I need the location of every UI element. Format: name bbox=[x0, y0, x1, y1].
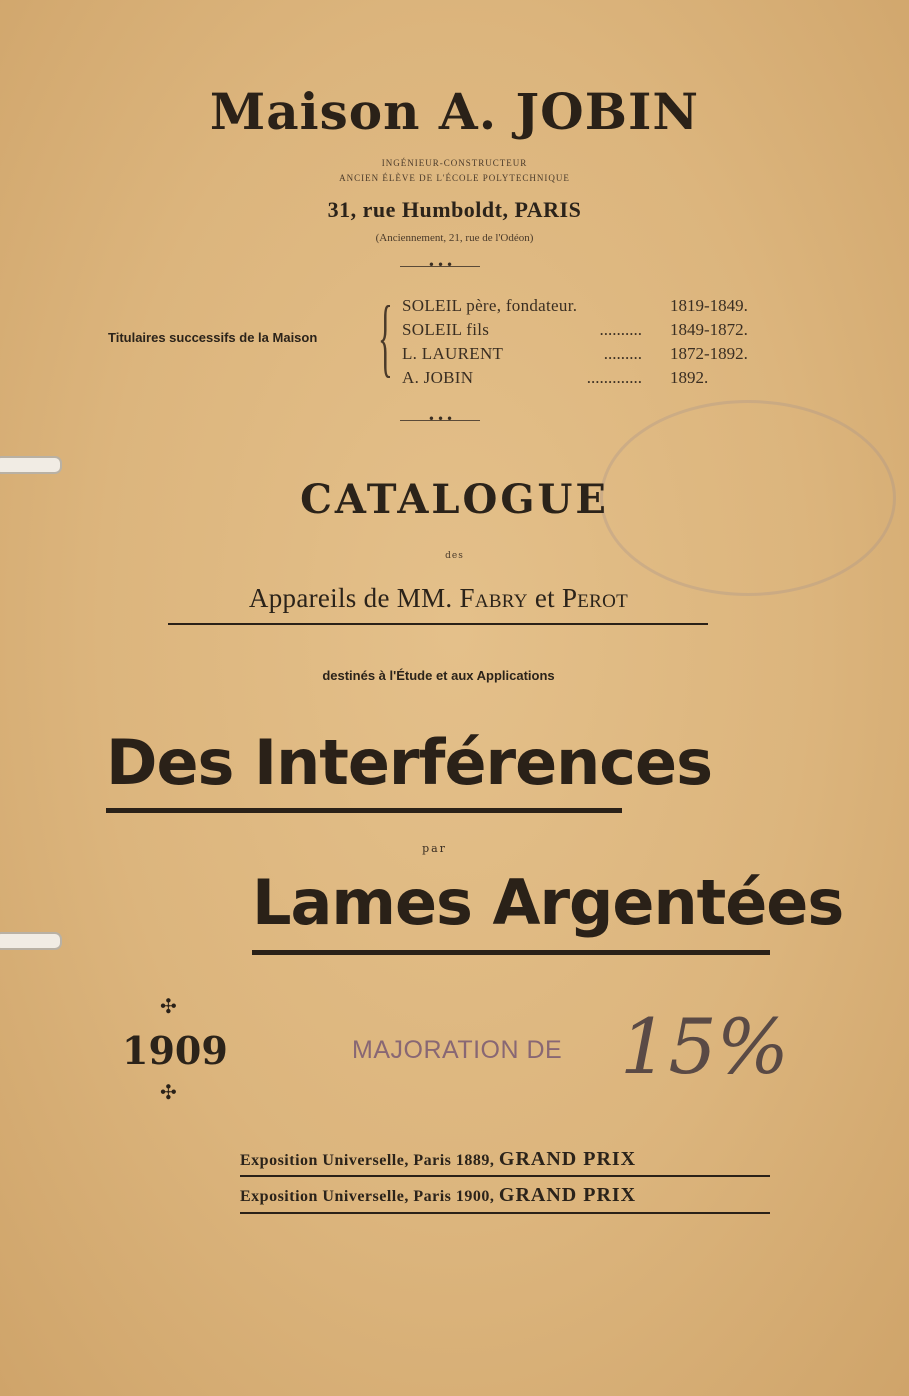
appareils-prefix: Appareils de MM. bbox=[248, 583, 460, 613]
successor-name: SOLEIL fils bbox=[402, 320, 490, 339]
successor-row bbox=[402, 368, 782, 392]
binding-string-top bbox=[0, 456, 62, 474]
appareils-line bbox=[0, 583, 877, 614]
appareils-underline bbox=[168, 623, 708, 625]
successor-row bbox=[402, 320, 782, 344]
successor-years: 1819-1849. bbox=[670, 296, 748, 315]
binding-string-bottom bbox=[0, 932, 62, 950]
separator-dots: ••• bbox=[427, 258, 456, 272]
successor-years: 1872-1892. bbox=[670, 344, 748, 363]
year: 1909 bbox=[122, 1028, 228, 1073]
et-word: et bbox=[527, 583, 562, 613]
exposition-1900-prize: GRAND PRIX bbox=[498, 1184, 637, 1206]
separator-dots: ••• bbox=[427, 412, 456, 426]
destines-line: destinés à l'Étude et aux Applications bbox=[322, 668, 555, 683]
ornament-top: ✣ bbox=[160, 994, 177, 1018]
headline-underline-1 bbox=[106, 808, 622, 813]
successor-years: 1892. bbox=[670, 368, 709, 387]
successor-name: SOLEIL père, fondateur. bbox=[402, 296, 578, 315]
maison-title: Maison A. JOBIN bbox=[209, 82, 700, 141]
catalogue-heading: CATALOGUE bbox=[300, 476, 609, 523]
subtitle-line-1: INGÉNIEUR-CONSTRUCTEUR bbox=[381, 158, 528, 168]
headline-underline-2 bbox=[252, 950, 770, 955]
ornament-bottom: ✣ bbox=[160, 1080, 177, 1104]
exposition-1900-underline bbox=[240, 1212, 770, 1214]
exposition-1889-underline bbox=[240, 1175, 770, 1177]
exposition-1889-text: Exposition Universelle, Paris 1889, bbox=[240, 1152, 495, 1169]
perot-name: Perot bbox=[561, 583, 629, 613]
successor-leader-dots: .......... bbox=[599, 320, 642, 339]
handwritten-percentage: 15% bbox=[620, 1002, 789, 1091]
exposition-1889 bbox=[240, 1148, 770, 1171]
successor-name: A. JOBIN bbox=[402, 368, 474, 387]
exposition-1900 bbox=[240, 1184, 770, 1207]
par-word: par bbox=[422, 842, 447, 855]
headline-lames: Lames Argentées bbox=[252, 866, 844, 939]
successor-leader-dots: ............. bbox=[586, 368, 642, 387]
successor-row bbox=[402, 344, 782, 368]
exposition-1889-prize: GRAND PRIX bbox=[498, 1148, 637, 1170]
fabry-name: Fabry bbox=[459, 583, 528, 613]
brace-glyph: { bbox=[378, 289, 393, 386]
successor-years: 1849-1872. bbox=[670, 320, 748, 339]
successor-leader-dots: ......... bbox=[603, 344, 642, 363]
majoration-stamp: MAJORATION DE bbox=[352, 1036, 563, 1064]
subtitle-line-2: ANCIEN ÉLÈVE DE L'ÉCOLE POLYTECHNIQUE bbox=[339, 173, 570, 183]
address: 31, rue Humboldt, PARIS bbox=[327, 197, 582, 222]
successor-row bbox=[402, 296, 782, 320]
exposition-1900-text: Exposition Universelle, Paris 1900, bbox=[240, 1188, 495, 1205]
successor-name: L. LAURENT bbox=[402, 344, 504, 363]
address-note: (Anciennement, 21, rue de l'Odéon) bbox=[375, 232, 534, 244]
titulaires-label: Titulaires successifs de la Maison bbox=[108, 330, 318, 345]
headline-interferences: Des Interférences bbox=[106, 726, 712, 799]
des-word: des bbox=[445, 551, 464, 561]
